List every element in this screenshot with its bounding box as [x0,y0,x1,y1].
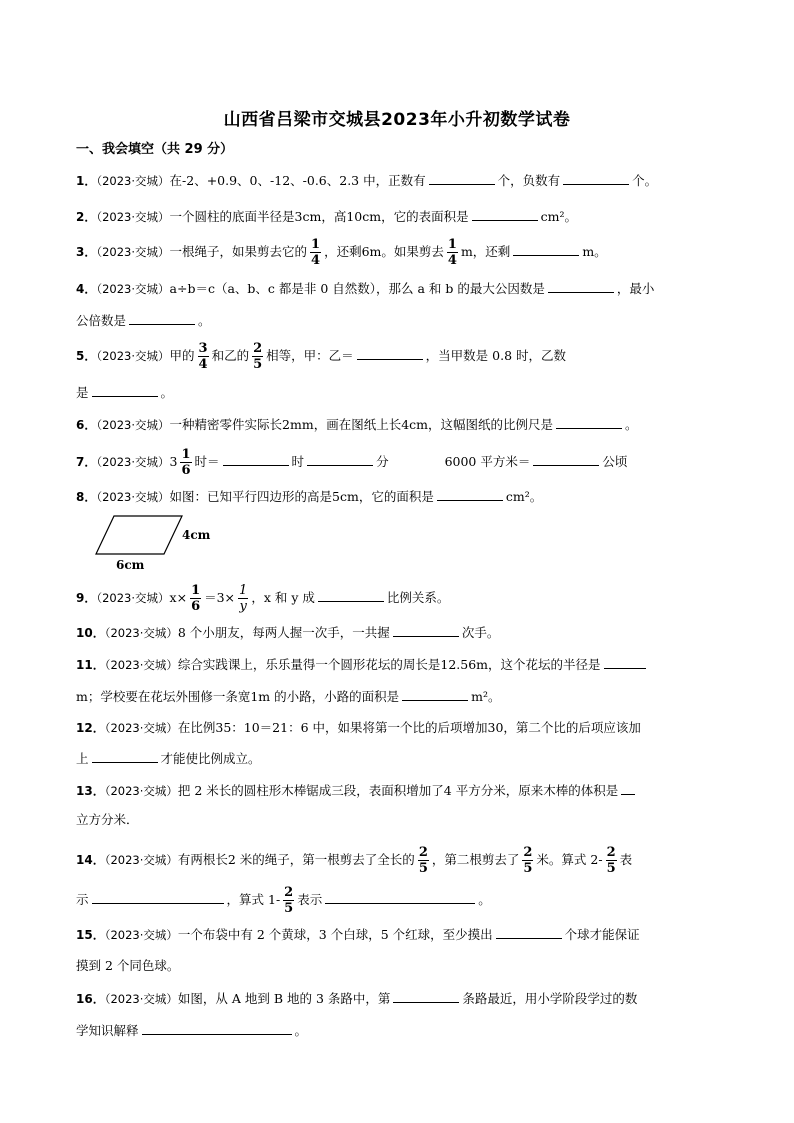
question-12: 12．（2023·交城）在比例35：10＝21：6 中，如果将第一个比的后项增加30，第二个比的后项应该加 [76,720,641,735]
side-label: 4cm [182,528,211,542]
question-16-cont: 学知识解释 。 [76,1020,724,1041]
fraction: $\frac{2}{5}$ [284,885,294,916]
question-5-cont: 是 。 [76,382,724,403]
question-number: 2． [76,210,97,224]
section-heading: 一、我会填空（共 29 分） [76,142,234,157]
question-number: 10． [76,626,105,640]
source-tag: （2023·交城） [96,591,170,605]
answer-blank[interactable] [533,451,599,466]
question-10: 10．（2023·交城）8 个小朋友，每两人握一次手，一共握 次手。 [76,622,724,643]
question-6: 6．（2023·交城）一种精密零件实际长2mm，画在图纸上长4cm，这幅图纸的比例尺是 。 [76,414,724,435]
answer-blank[interactable] [325,889,475,904]
source-tag: （2023·交城） [104,928,178,942]
fraction: $\frac{1}{6}$ [181,447,191,478]
answer-blank[interactable] [223,451,289,466]
question-16: 16．（2023·交城）如图，从 A 地到 B 地的 3 条路中，第 条路最近，用小学阶段学过的数 [76,988,724,1009]
answer-blank[interactable] [437,486,503,501]
source-tag: （2023·交城） [96,349,170,363]
answer-blank[interactable] [472,206,538,221]
fraction: $\frac{1}{y}$ [239,583,248,614]
answer-blank[interactable] [92,748,158,763]
answer-blank[interactable] [604,654,646,669]
question-1: 1．（2023·交城）在-2、+0.9、0、-12、-0.6、2.3 中，正数有 个，负数有 个。 [76,170,724,191]
question-15-cont: 摸到 2 个同色球。 [76,958,180,973]
question-number: 13． [76,784,105,798]
question-number: 6． [76,418,97,432]
source-tag: （2023·交城） [104,784,178,798]
source-tag: （2023·交城） [96,490,170,504]
question-number: 12． [76,721,105,735]
answer-blank[interactable] [307,451,373,466]
question-number: 5． [76,349,97,363]
question-9: 9．（2023·交城）x× $\frac{1}{6}$ ＝3× $\frac{1}{y}$ ，x 和 y 成 比例关系。 [76,583,450,614]
source-tag: （2023·交城） [104,992,178,1006]
question-11: 11．（2023·交城）综合实践课上，乐乐量得一个圆形花坛的周长是12.56m，这个花坛的半径是 [76,654,724,675]
answer-blank[interactable] [513,241,579,256]
fraction: $\frac{1}{4}$ [311,237,321,268]
fraction: $\frac{2}{5}$ [523,845,533,876]
source-tag: （2023·交城） [96,245,170,259]
question-8: 8．（2023·交城）如图：已知平行四边形的高是5cm，它的面积是 cm²。 [76,486,724,507]
answer-blank[interactable] [129,310,195,325]
source-tag: （2023·交城） [96,418,170,432]
answer-blank[interactable] [496,924,562,939]
answer-blank[interactable] [357,345,423,360]
answer-blank[interactable] [92,889,224,904]
answer-blank[interactable] [556,414,622,429]
fraction: $\frac{2}{5}$ [418,845,428,876]
source-tag: （2023·交城） [96,282,170,296]
question-number: 8． [76,490,97,504]
source-tag: （2023·交城） [104,721,178,735]
base-label: 6cm [116,558,145,572]
question-15: 15．（2023·交城）一个布袋中有 2 个黄球，3 个白球，5 个红球，至少摸出 个球才能保证 [76,924,724,945]
question-number: 1． [76,174,97,188]
source-tag: （2023·交城） [96,455,170,469]
question-14-cont: 示 ，算式 1- $\frac{2}{5}$ 表示 。 [76,885,491,916]
page-title: 山西省吕梁市交城县2023年小升初数学试卷 [223,110,571,130]
question-4: 4．（2023·交城）a÷b＝c（a、b、c 都是非 0 自然数），那么 a 和 b 的最大公因数是 ，最小 [76,278,724,299]
question-4-cont: 公倍数是 。 [76,310,724,331]
answer-blank[interactable] [402,686,468,701]
source-tag: （2023·交城） [104,626,178,640]
answer-blank[interactable] [621,780,635,795]
fraction: $\frac{1}{4}$ [447,237,457,268]
answer-blank[interactable] [142,1020,292,1035]
parallelogram-shape [92,512,222,572]
question-5: 5．（2023·交城）甲的 $\frac{3}{4}$ 和乙的 $\frac{2}{5}$ 相等，甲：乙＝ ，当甲数是 0.8 时，乙数 [76,341,566,372]
question-number: 9． [76,591,97,605]
question-number: 14． [76,853,105,867]
fraction: $\frac{3}{4}$ [198,341,208,372]
question-13-cont: 立方分米． [76,812,139,827]
question-14: 14．（2023·交城）有两根长2 米的绳子，第一根剪去了全长的 $\frac{2}{5}$ ，第二根剪去了 $\frac{2}{5}$ 米。算式 2- $\frac{2}{5}$ 表 [76,845,633,876]
source-tag: （2023·交城） [104,853,178,867]
answer-blank[interactable] [92,382,158,397]
question-11-cont: m；学校要在花坛外围修一条宽1m 的小路，小路的面积是 m²。 [76,686,724,707]
source-tag: （2023·交城） [104,658,178,672]
answer-blank[interactable] [563,170,629,185]
question-13: 13．（2023·交城）把 2 米长的圆柱形木棒锯成三段，表面积增加了4 平方分米，原来木棒的体积是 [76,780,724,801]
question-3: 3．（2023·交城）一根绳子，如果剪去它的 $\frac{1}{4}$ ，还剩6m。如果剪去 $\frac{1}{4}$ m，还剩 m。 [76,237,607,268]
parallelogram-figure [92,512,222,572]
fraction: $\frac{2}{5}$ [253,341,263,372]
fraction: $\frac{2}{5}$ [606,845,616,876]
question-2: 2．（2023·交城）一个圆柱的底面半径是3cm，高10cm，它的表面积是 cm²。 [76,206,724,227]
source-tag: （2023·交城） [96,174,170,188]
question-number: 16． [76,992,105,1006]
source-tag: （2023·交城） [96,210,170,224]
question-12-cont: 上 才能使比例成立。 [76,748,724,769]
question-number: 4． [76,282,97,296]
question-number: 11． [76,658,105,672]
answer-blank[interactable] [393,622,459,637]
answer-blank[interactable] [429,170,495,185]
question-number: 7． [76,455,97,469]
answer-blank[interactable] [393,988,459,1003]
answer-blank[interactable] [548,278,614,293]
question-7: 7．（2023·交城）3 $\frac{1}{6}$ 时＝ 时 分 6000 平方米＝ 公顷 [76,447,628,478]
question-number: 3． [76,245,97,259]
answer-blank[interactable] [318,587,384,602]
fraction: $\frac{1}{6}$ [191,583,201,614]
question-number: 15． [76,928,105,942]
